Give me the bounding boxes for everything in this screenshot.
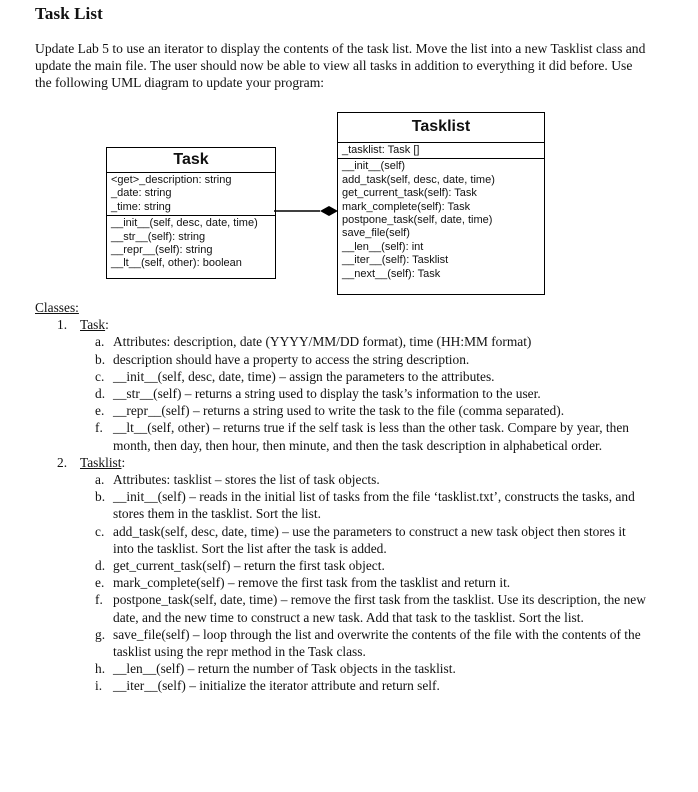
list-item: [35, 333, 655, 350]
composition-diamond-icon: [320, 206, 338, 216]
classes-section: [35, 299, 655, 695]
list-item: [35, 523, 655, 557]
item-text: postpone_task(self, date, time) – remove the first task from the tasklist. Use its description, the new date, and the new time to construct a new task. Add that task to the tasklist. Sort the list.: [113, 592, 646, 625]
list-item: [35, 677, 655, 694]
item-text: __lt__(self, other) – returns true if the self task is less than the other task. Compare by year, then month, then day, then hour, then minute, and then the task description in alphabetical order.: [113, 420, 629, 453]
item-text: get_current_task(self) – return the first task object.: [113, 558, 385, 574]
list-item: [35, 626, 655, 660]
list-item: [35, 488, 655, 522]
item-letter: g.: [95, 626, 106, 642]
item-letter: f.: [95, 592, 103, 608]
item-text: __iter__(self) – initialize the iterator attribute and return self.: [113, 678, 440, 694]
tasklist-attributes: [338, 143, 544, 159]
class-name: Task: [80, 317, 106, 333]
task-method: __lt__(self, other): boolean: [111, 257, 242, 270]
list-item: [35, 471, 655, 488]
task-requirements-list: [35, 333, 655, 453]
item-text: mark_complete(self) – remove the first task from the tasklist and return it.: [113, 575, 511, 591]
tasklist-method: __init__(self): [342, 160, 405, 173]
list-item: [35, 574, 655, 591]
tasklist-requirements-list: [35, 471, 655, 695]
item-letter: e.: [95, 403, 105, 419]
class-entry-task: 1. Task:: [57, 317, 109, 333]
task-method: __repr__(self): string: [111, 244, 213, 257]
class-number: 2.: [57, 454, 68, 470]
tasklist-method: get_current_task(self): Task: [342, 187, 477, 200]
item-text: __str__(self) – returns a string used to display the task’s information to the user.: [113, 386, 541, 402]
task-class-name: Task: [107, 148, 275, 173]
task-attributes: [107, 173, 275, 216]
list-item: [35, 385, 655, 402]
classes-label: Classes:: [35, 300, 79, 315]
item-letter: b.: [95, 351, 106, 367]
tasklist-method: __next__(self): Task: [342, 267, 441, 280]
page-title: Task List: [35, 4, 103, 23]
list-item: [35, 368, 655, 385]
list-item: [35, 419, 655, 453]
tasklist-method: postpone_task(self, date, time): [342, 214, 493, 227]
task-uml-class: [106, 147, 276, 279]
task-methods: [107, 216, 275, 272]
item-text: __init__(self, desc, date, time) – assign the parameters to the attributes.: [113, 368, 495, 384]
item-letter: d.: [95, 558, 106, 574]
item-letter: i.: [95, 678, 103, 694]
tasklist-method: save_file(self): [342, 227, 410, 240]
composition-connector: [274, 203, 338, 219]
task-attribute: <get>_description: string: [111, 174, 232, 186]
intro-paragraph: Update Lab 5 to use an iterator to display the contents of the task list. Move the list into a new Tasklist class and update the main file. The user should now be able to view all tasks in addition to everything it did before. Use the following UML diagram to update your program:: [35, 41, 646, 90]
item-letter: f.: [95, 420, 103, 436]
item-text: __len__(self) – return the number of Task objects in the tasklist.: [113, 661, 456, 677]
item-text: add_task(self, desc, date, time) – use the parameters to construct a new task object then stores it into the tasklist. Sort the list after the task is added.: [113, 523, 626, 556]
item-letter: e.: [95, 575, 105, 591]
item-letter: a.: [95, 472, 105, 488]
list-item: [35, 402, 655, 419]
class-name: Tasklist: [80, 454, 122, 470]
item-text: __repr__(self) – returns a string used to write the task to the file (comma separated).: [113, 403, 565, 419]
item-text: Attributes: tasklist – stores the list of task objects.: [113, 472, 380, 488]
item-letter: c.: [95, 523, 105, 539]
tasklist-class-name: Tasklist: [338, 113, 544, 143]
task-method: __str__(self): string: [111, 230, 206, 243]
task-attribute: _time: string: [111, 200, 171, 213]
item-text: __init__(self) – reads in the initial list of tasks from the file ‘tasklist.txt’, constructs the tasks, and stores them in the tasklist. Sort the list.: [113, 489, 635, 522]
item-text: Attributes: description, date (YYYY/MM/DD format), time (HH:MM format): [113, 334, 532, 350]
item-letter: h.: [95, 661, 106, 677]
list-item: [35, 351, 655, 368]
tasklist-method: mark_complete(self): Task: [342, 200, 471, 213]
tasklist-methods: [338, 159, 544, 282]
tasklist-method: __iter__(self): Tasklist: [342, 254, 449, 267]
item-letter: c.: [95, 368, 105, 384]
tasklist-attribute: _tasklist: Task []: [342, 144, 420, 156]
list-item: [35, 591, 655, 625]
list-item: [35, 557, 655, 574]
item-text: save_file(self) – loop through the list and overwrite the contents of the file with the contents of the tasklist using the repr method in the Task class.: [113, 626, 641, 660]
tasklist-method: add_task(self, desc, date, time): [342, 173, 495, 186]
class-number: 1.: [57, 317, 68, 333]
item-letter: b.: [95, 489, 106, 505]
item-text: description should have a property to access the string description.: [113, 351, 470, 367]
item-letter: a.: [95, 334, 105, 350]
task-attribute: _date: string: [111, 187, 172, 200]
task-method: __init__(self, desc, date, time): [111, 217, 258, 230]
tasklist-uml-class: [337, 112, 545, 295]
tasklist-method: __len__(self): int: [342, 240, 424, 253]
class-entry-tasklist: 2. Tasklist:: [57, 454, 126, 470]
list-item: [35, 660, 655, 677]
item-letter: d.: [95, 386, 106, 402]
